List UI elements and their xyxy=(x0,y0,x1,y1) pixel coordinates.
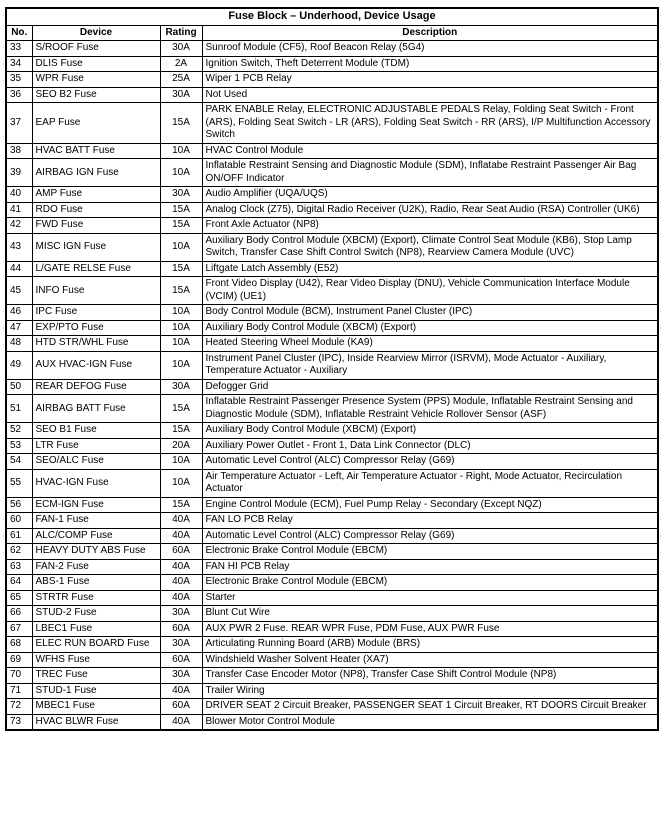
fuse-description-cell: Defogger Grid xyxy=(202,379,658,395)
table-row xyxy=(6,395,658,423)
table-row xyxy=(6,233,658,261)
fuse-rating-cell: 10A xyxy=(160,469,202,497)
fuse-description-cell: Instrument Panel Cluster (IPC), Inside Rearview Mirror (ISRVM), Mode Actuator - Auxiliary, Temperature Actuator - Auxiliary xyxy=(202,351,658,379)
fuse-description-cell: Trailer Wiring xyxy=(202,683,658,699)
column-header-device: Device xyxy=(32,25,160,41)
fuse-device-cell: HVAC BATT Fuse xyxy=(32,143,160,159)
fuse-device-cell: ALC/COMP Fuse xyxy=(32,528,160,544)
fuse-no-cell: 67 xyxy=(6,621,32,637)
fuse-device-cell: ABS-1 Fuse xyxy=(32,575,160,591)
fuse-no-cell: 49 xyxy=(6,351,32,379)
fuse-description-cell: Automatic Level Control (ALC) Compressor Relay (G69) xyxy=(202,528,658,544)
fuse-description-cell: Ignition Switch, Theft Deterrent Module (TDM) xyxy=(202,56,658,72)
table-header-row xyxy=(6,25,658,41)
fuse-description-cell: Windshield Washer Solvent Heater (XA7) xyxy=(202,652,658,668)
fuse-no-cell: 52 xyxy=(6,423,32,439)
fuse-description-cell: Starter xyxy=(202,590,658,606)
fuse-no-cell: 56 xyxy=(6,497,32,513)
fuse-rating-cell: 10A xyxy=(160,454,202,470)
table-row xyxy=(6,559,658,575)
fuse-rating-cell: 2A xyxy=(160,56,202,72)
fuse-no-cell: 73 xyxy=(6,714,32,730)
fuse-rating-cell: 40A xyxy=(160,559,202,575)
fuse-description-cell: DRIVER SEAT 2 Circuit Breaker, PASSENGER SEAT 1 Circuit Breaker, RT DOORS Circuit Breaker xyxy=(202,699,658,715)
fuse-description-cell: Blunt Cut Wire xyxy=(202,606,658,622)
fuse-rating-cell: 15A xyxy=(160,202,202,218)
fuse-rating-cell: 10A xyxy=(160,320,202,336)
fuse-rating-cell: 60A xyxy=(160,699,202,715)
fuse-device-cell: HVAC-IGN Fuse xyxy=(32,469,160,497)
column-header-rating: Rating xyxy=(160,25,202,41)
fuse-rating-cell: 15A xyxy=(160,277,202,305)
fuse-no-cell: 70 xyxy=(6,668,32,684)
fuse-device-cell: STRTR Fuse xyxy=(32,590,160,606)
fuse-no-cell: 33 xyxy=(6,41,32,57)
fuse-description-cell: Body Control Module (BCM), Instrument Panel Cluster (IPC) xyxy=(202,305,658,321)
fuse-rating-cell: 30A xyxy=(160,668,202,684)
table-row xyxy=(6,699,658,715)
table-row xyxy=(6,103,658,144)
fuse-device-cell: MISC IGN Fuse xyxy=(32,233,160,261)
fuse-rating-cell: 10A xyxy=(160,336,202,352)
fuse-device-cell: EXP/PTO Fuse xyxy=(32,320,160,336)
fuse-rating-cell: 10A xyxy=(160,351,202,379)
fuse-no-cell: 60 xyxy=(6,513,32,529)
fuse-description-cell: Engine Control Module (ECM), Fuel Pump Relay - Secondary (Except NQZ) xyxy=(202,497,658,513)
fuse-description-cell: PARK ENABLE Relay, ELECTRONIC ADJUSTABLE PEDALS Relay, Folding Seat Switch - Front (ARS), Folding Seat Switch - LR (ARS), Folding Seat Switch - RR (ARS), I/P Multifunction Accessory Switch xyxy=(202,103,658,144)
fuse-rating-cell: 60A xyxy=(160,652,202,668)
table-row xyxy=(6,652,658,668)
fuse-description-cell: Articulating Running Board (ARB) Module (BRS) xyxy=(202,637,658,653)
fuse-device-cell: SEO/ALC Fuse xyxy=(32,454,160,470)
fuse-description-cell: Wiper 1 PCB Relay xyxy=(202,72,658,88)
fuse-no-cell: 68 xyxy=(6,637,32,653)
fuse-device-cell: FAN-1 Fuse xyxy=(32,513,160,529)
fuse-device-cell: AMP Fuse xyxy=(32,187,160,203)
fuse-rating-cell: 30A xyxy=(160,606,202,622)
table-row xyxy=(6,202,658,218)
fuse-device-cell: STUD-1 Fuse xyxy=(32,683,160,699)
fuse-rating-cell: 15A xyxy=(160,395,202,423)
fuse-no-cell: 63 xyxy=(6,559,32,575)
fuse-description-cell: Transfer Case Encoder Motor (NP8), Transfer Case Shift Control Module (NP8) xyxy=(202,668,658,684)
fuse-no-cell: 36 xyxy=(6,87,32,103)
fuse-rating-cell: 30A xyxy=(160,637,202,653)
fuse-device-cell: S/ROOF Fuse xyxy=(32,41,160,57)
fuse-description-cell: FAN HI PCB Relay xyxy=(202,559,658,575)
fuse-no-cell: 38 xyxy=(6,143,32,159)
table-row xyxy=(6,379,658,395)
fuse-device-cell: FAN-2 Fuse xyxy=(32,559,160,575)
fuse-device-cell: ELEC RUN BOARD Fuse xyxy=(32,637,160,653)
fuse-device-cell: FWD Fuse xyxy=(32,218,160,234)
fuse-description-cell: Air Temperature Actuator - Left, Air Temperature Actuator - Right, Mode Actuator, Recirculation Actuator xyxy=(202,469,658,497)
fuse-description-cell: Audio Amplifier (UQA/UQS) xyxy=(202,187,658,203)
fuse-device-cell: HVAC BLWR Fuse xyxy=(32,714,160,730)
fuse-rating-cell: 60A xyxy=(160,621,202,637)
table-row xyxy=(6,438,658,454)
table-row xyxy=(6,683,658,699)
fuse-no-cell: 47 xyxy=(6,320,32,336)
fuse-no-cell: 54 xyxy=(6,454,32,470)
table-row xyxy=(6,621,658,637)
fuse-description-cell: Heated Steering Wheel Module (KA9) xyxy=(202,336,658,352)
fuse-device-cell: STUD-2 Fuse xyxy=(32,606,160,622)
table-row xyxy=(6,668,658,684)
fuse-rating-cell: 40A xyxy=(160,590,202,606)
fuse-no-cell: 72 xyxy=(6,699,32,715)
fuse-device-cell: REAR DEFOG Fuse xyxy=(32,379,160,395)
fuse-device-cell: SEO B1 Fuse xyxy=(32,423,160,439)
fuse-description-cell: Front Axle Actuator (NP8) xyxy=(202,218,658,234)
table-row xyxy=(6,575,658,591)
fuse-no-cell: 53 xyxy=(6,438,32,454)
fuse-block-table xyxy=(5,7,659,731)
table-row xyxy=(6,469,658,497)
table-row xyxy=(6,714,658,730)
fuse-rating-cell: 10A xyxy=(160,143,202,159)
table-row xyxy=(6,56,658,72)
fuse-rating-cell: 40A xyxy=(160,528,202,544)
fuse-rating-cell: 25A xyxy=(160,72,202,88)
fuse-no-cell: 37 xyxy=(6,103,32,144)
fuse-no-cell: 65 xyxy=(6,590,32,606)
fuse-device-cell: IPC Fuse xyxy=(32,305,160,321)
fuse-rating-cell: 30A xyxy=(160,187,202,203)
table-row xyxy=(6,497,658,513)
table-row xyxy=(6,143,658,159)
fuse-description-cell: Inflatable Restraint Passenger Presence System (PPS) Module, Inflatable Restraint Sensing and Diagnostic Module (SDM), Inflatable Restraint Vehicle Rollover Sensor (ASF) xyxy=(202,395,658,423)
fuse-no-cell: 61 xyxy=(6,528,32,544)
fuse-device-cell: RDO Fuse xyxy=(32,202,160,218)
fuse-device-cell: TREC Fuse xyxy=(32,668,160,684)
fuse-no-cell: 69 xyxy=(6,652,32,668)
table-title-row xyxy=(6,8,658,25)
table-row xyxy=(6,320,658,336)
table-row xyxy=(6,261,658,277)
fuse-device-cell: L/GATE RELSE Fuse xyxy=(32,261,160,277)
fuse-device-cell: HEAVY DUTY ABS Fuse xyxy=(32,544,160,560)
fuse-rating-cell: 30A xyxy=(160,379,202,395)
fuse-rating-cell: 20A xyxy=(160,438,202,454)
fuse-no-cell: 40 xyxy=(6,187,32,203)
fuse-description-cell: Front Video Display (U42), Rear Video Display (DNU), Vehicle Communication Interface Module (VCIM) (UE1) xyxy=(202,277,658,305)
fuse-description-cell: Auxiliary Body Control Module (XBCM) (Export), Climate Control Seat Module (KB6), Stop Lamp Switch, Transfer Case Shift Control Switch (NP8), Rearview Camera Module (UVC) xyxy=(202,233,658,261)
table-row xyxy=(6,637,658,653)
fuse-description-cell: Sunroof Module (CF5), Roof Beacon Relay (5G4) xyxy=(202,41,658,57)
fuse-description-cell: AUX PWR 2 Fuse. REAR WPR Fuse, PDM Fuse, AUX PWR Fuse xyxy=(202,621,658,637)
fuse-description-cell: Automatic Level Control (ALC) Compressor Relay (G69) xyxy=(202,454,658,470)
fuse-rating-cell: 60A xyxy=(160,544,202,560)
table-row xyxy=(6,305,658,321)
fuse-no-cell: 66 xyxy=(6,606,32,622)
table-row xyxy=(6,336,658,352)
fuse-device-cell: SEO B2 Fuse xyxy=(32,87,160,103)
fuse-device-cell: WPR Fuse xyxy=(32,72,160,88)
fuse-device-cell: LTR Fuse xyxy=(32,438,160,454)
fuse-rating-cell: 15A xyxy=(160,103,202,144)
fuse-rating-cell: 40A xyxy=(160,513,202,529)
table-row xyxy=(6,528,658,544)
fuse-no-cell: 51 xyxy=(6,395,32,423)
fuse-description-cell: Not Used xyxy=(202,87,658,103)
fuse-description-cell: Liftgate Latch Assembly (E52) xyxy=(202,261,658,277)
fuse-no-cell: 44 xyxy=(6,261,32,277)
fuse-device-cell: WFHS Fuse xyxy=(32,652,160,668)
fuse-device-cell: DLIS Fuse xyxy=(32,56,160,72)
table-row xyxy=(6,606,658,622)
fuse-description-cell: FAN LO PCB Relay xyxy=(202,513,658,529)
fuse-device-cell: LBEC1 Fuse xyxy=(32,621,160,637)
fuse-description-cell: Electronic Brake Control Module (EBCM) xyxy=(202,544,658,560)
table-row xyxy=(6,159,658,187)
fuse-description-cell: Inflatable Restraint Sensing and Diagnostic Module (SDM), Inflatabe Restraint Passenger Air Bag ON/OFF Indicator xyxy=(202,159,658,187)
table-row xyxy=(6,513,658,529)
fuse-description-cell: Auxiliary Body Control Module (XBCM) (Export) xyxy=(202,320,658,336)
fuse-no-cell: 55 xyxy=(6,469,32,497)
fuse-description-cell: Auxiliary Power Outlet - Front 1, Data Link Connector (DLC) xyxy=(202,438,658,454)
fuse-no-cell: 50 xyxy=(6,379,32,395)
fuse-description-cell: Electronic Brake Control Module (EBCM) xyxy=(202,575,658,591)
fuse-no-cell: 62 xyxy=(6,544,32,560)
fuse-no-cell: 46 xyxy=(6,305,32,321)
fuse-device-cell: HTD STR/WHL Fuse xyxy=(32,336,160,352)
fuse-description-cell: Blower Motor Control Module xyxy=(202,714,658,730)
fuse-device-cell: EAP Fuse xyxy=(32,103,160,144)
fuse-description-cell: Analog Clock (Z75), Digital Radio Receiver (U2K), Radio, Rear Seat Audio (RSA) Controller (UK6) xyxy=(202,202,658,218)
table-row xyxy=(6,41,658,57)
fuse-no-cell: 41 xyxy=(6,202,32,218)
fuse-no-cell: 48 xyxy=(6,336,32,352)
fuse-no-cell: 71 xyxy=(6,683,32,699)
fuse-rating-cell: 30A xyxy=(160,87,202,103)
fuse-rating-cell: 15A xyxy=(160,261,202,277)
table-row xyxy=(6,590,658,606)
fuse-no-cell: 43 xyxy=(6,233,32,261)
fuse-no-cell: 39 xyxy=(6,159,32,187)
fuse-device-cell: MBEC1 Fuse xyxy=(32,699,160,715)
fuse-rating-cell: 40A xyxy=(160,575,202,591)
table-row xyxy=(6,218,658,234)
table-row xyxy=(6,544,658,560)
fuse-no-cell: 34 xyxy=(6,56,32,72)
fuse-device-cell: AIRBAG BATT Fuse xyxy=(32,395,160,423)
fuse-device-cell: AUX HVAC-IGN Fuse xyxy=(32,351,160,379)
fuse-rating-cell: 15A xyxy=(160,218,202,234)
fuse-no-cell: 42 xyxy=(6,218,32,234)
table-row xyxy=(6,187,658,203)
fuse-rating-cell: 15A xyxy=(160,423,202,439)
table-row xyxy=(6,423,658,439)
fuse-description-cell: HVAC Control Module xyxy=(202,143,658,159)
fuse-table-body xyxy=(6,41,658,731)
column-header-description: Description xyxy=(202,25,658,41)
table-row xyxy=(6,351,658,379)
fuse-rating-cell: 15A xyxy=(160,497,202,513)
fuse-rating-cell: 30A xyxy=(160,41,202,57)
fuse-rating-cell: 10A xyxy=(160,305,202,321)
column-header-no: No. xyxy=(6,25,32,41)
fuse-no-cell: 64 xyxy=(6,575,32,591)
fuse-device-cell: INFO Fuse xyxy=(32,277,160,305)
table-row xyxy=(6,454,658,470)
fuse-rating-cell: 40A xyxy=(160,714,202,730)
table-row xyxy=(6,277,658,305)
fuse-no-cell: 45 xyxy=(6,277,32,305)
table-row xyxy=(6,72,658,88)
fuse-device-cell: AIRBAG IGN Fuse xyxy=(32,159,160,187)
fuse-description-cell: Auxiliary Body Control Module (XBCM) (Export) xyxy=(202,423,658,439)
fuse-rating-cell: 10A xyxy=(160,233,202,261)
fuse-rating-cell: 10A xyxy=(160,159,202,187)
fuse-no-cell: 35 xyxy=(6,72,32,88)
fuse-rating-cell: 40A xyxy=(160,683,202,699)
fuse-device-cell: ECM-IGN Fuse xyxy=(32,497,160,513)
table-title: Fuse Block – Underhood, Device Usage xyxy=(6,8,658,25)
table-row xyxy=(6,87,658,103)
